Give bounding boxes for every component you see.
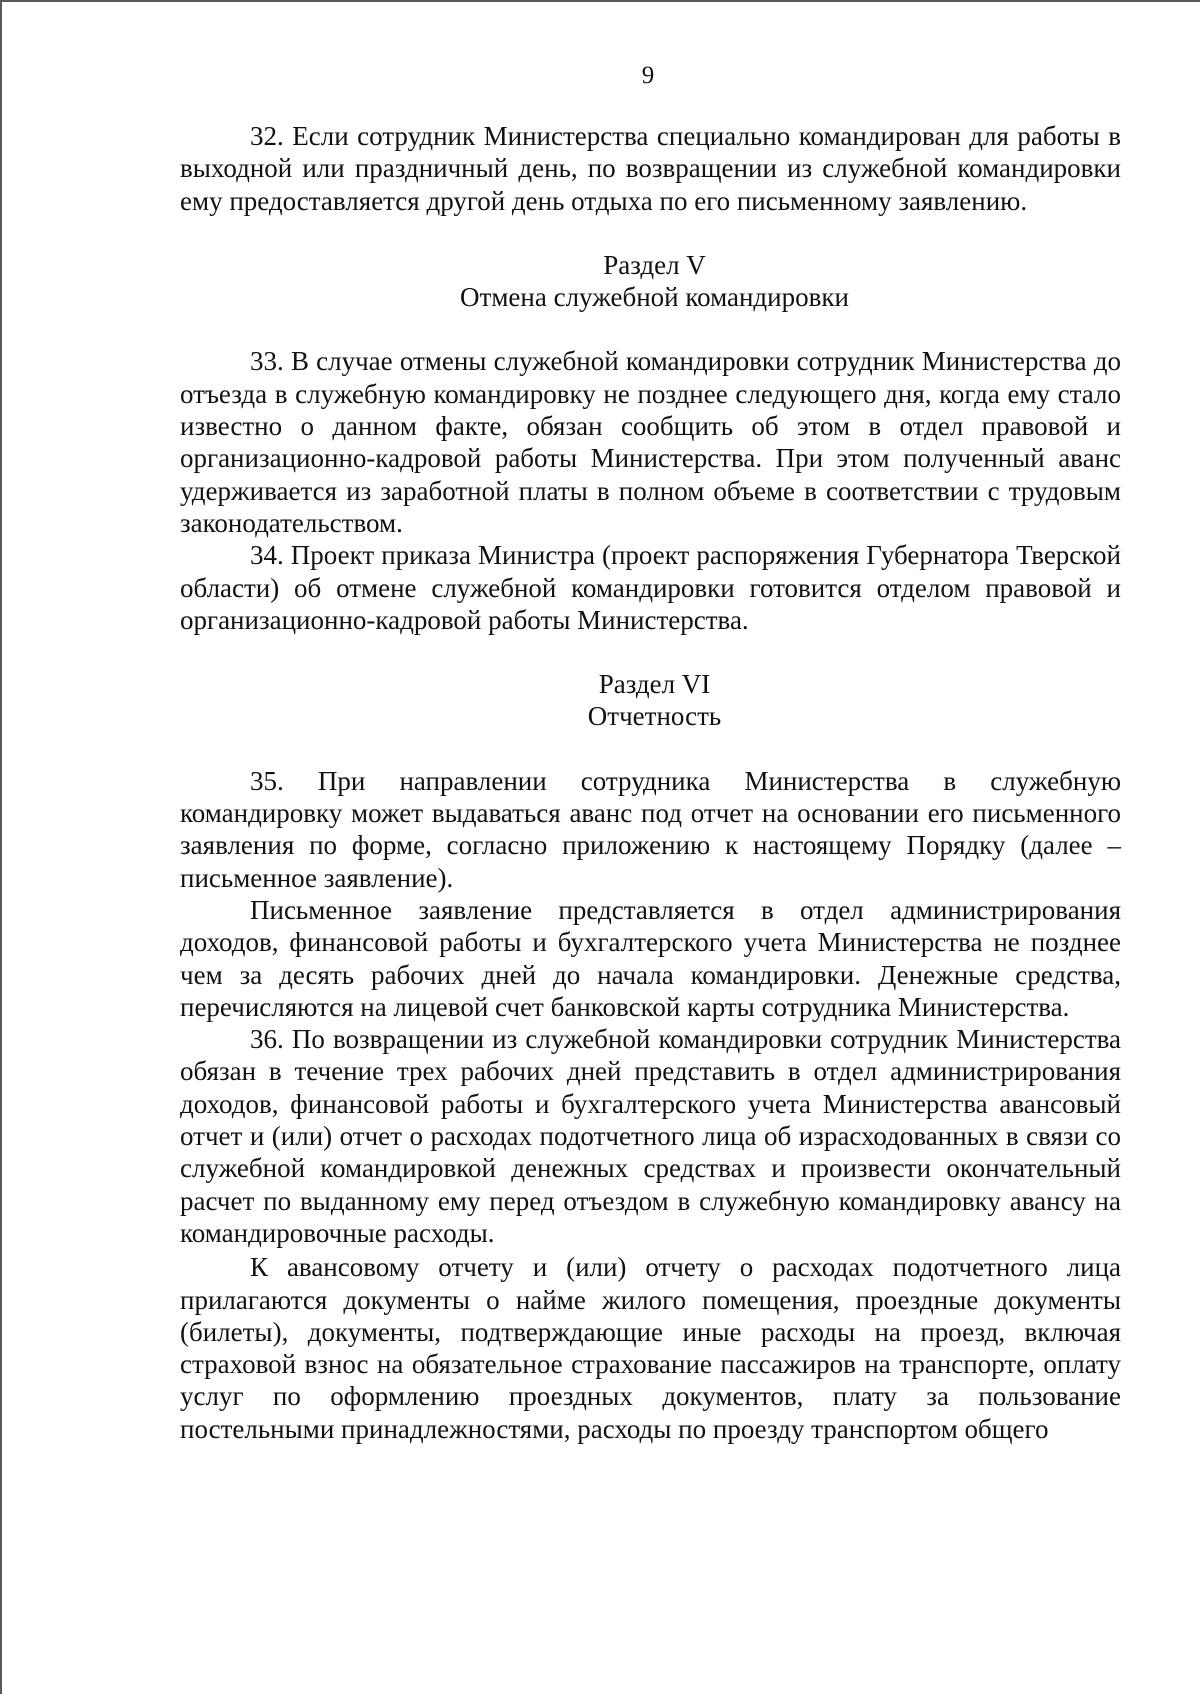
section-6-label: Раздел VI — [598, 669, 711, 700]
paragraph-36-continued: К авансовому отчету и (или) отчету о расходах подотчетного лица прилагаются документы о найме жилого помещения, проездные документы (билеты), документы, подтверждающие иные расходы на проезд, включая страховой взнос на обязательное страхование пассажиров на транспорте, оплату услуг по оформлению проездных документов, плату за пользование постельными принадлежностями, расходы по проезду транспортом общего — [180, 1252, 1121, 1444]
paragraph-34: 34. Проект приказа Министра (проект распоряжения Губернатора Тверской области) об отмене служебной командировки готовится отделом правовой и организационно-кадровой работы Министерства. — [180, 540, 1121, 635]
paragraph-36: 36. По возвращении из служебной командировки сотрудник Министерства обязан в течение трех рабочих дней представить в отдел администрирования доходов, финансовой работы и бухгалтерского учета Министерства авансовый отчет и (или) отчет о расходах подотчетного лица об израсходованных в связи со служебной командировкой денежных средствах и произвести окончательный расчет по выданному ему перед отъездом в служебную командировку авансу на командировочные расходы. — [180, 1024, 1121, 1248]
paragraph-35: 35. При направлении сотрудника Министерства в служебную командировку может выдаваться аванс под отчет на основании его письменного заявления по форме, согласно приложению к настоящему Порядку (далее – письменное заявление). — [180, 765, 1121, 893]
paragraph-32: 32. Если сотрудник Министерства специально командирован для работы в выходной или праздничный день, по возвращении из служебной командировки ему предоставляется другой день отдыха по его письменному заявлению. — [180, 121, 1121, 216]
scan-edge-left — [0, 0, 2, 1694]
section-5-label: Раздел V — [603, 249, 706, 280]
paragraph-35-continued: Письменное заявление представляется в отдел администрирования доходов, финансовой работы и бухгалтерского учета Министерства не позднее чем за десять рабочих дней до начала командировки. Денежные средства, перечисляются на лицевой счет банковской карты сотрудника Министерства. — [180, 894, 1121, 1022]
section-5-title: Отмена служебной командировки — [460, 282, 849, 313]
paragraph-33: 33. В случае отмены служебной командировки сотрудник Министерства до отъезда в служебную командировку не позднее следующего дня, когда ему стало известно о данном факте, обязан сообщить об этом в отдел правовой и организационно-кадровой работы Министерства. При этом полученный аванс удерживается из заработной платы в полном объеме в соответствии с трудовым законодательством. — [180, 346, 1121, 538]
page-number: 9 — [641, 62, 655, 89]
section-6-title: Отчетность — [587, 701, 722, 732]
scan-edge-top — [0, 0, 1200, 2]
document-body — [180, 120, 1121, 1445]
